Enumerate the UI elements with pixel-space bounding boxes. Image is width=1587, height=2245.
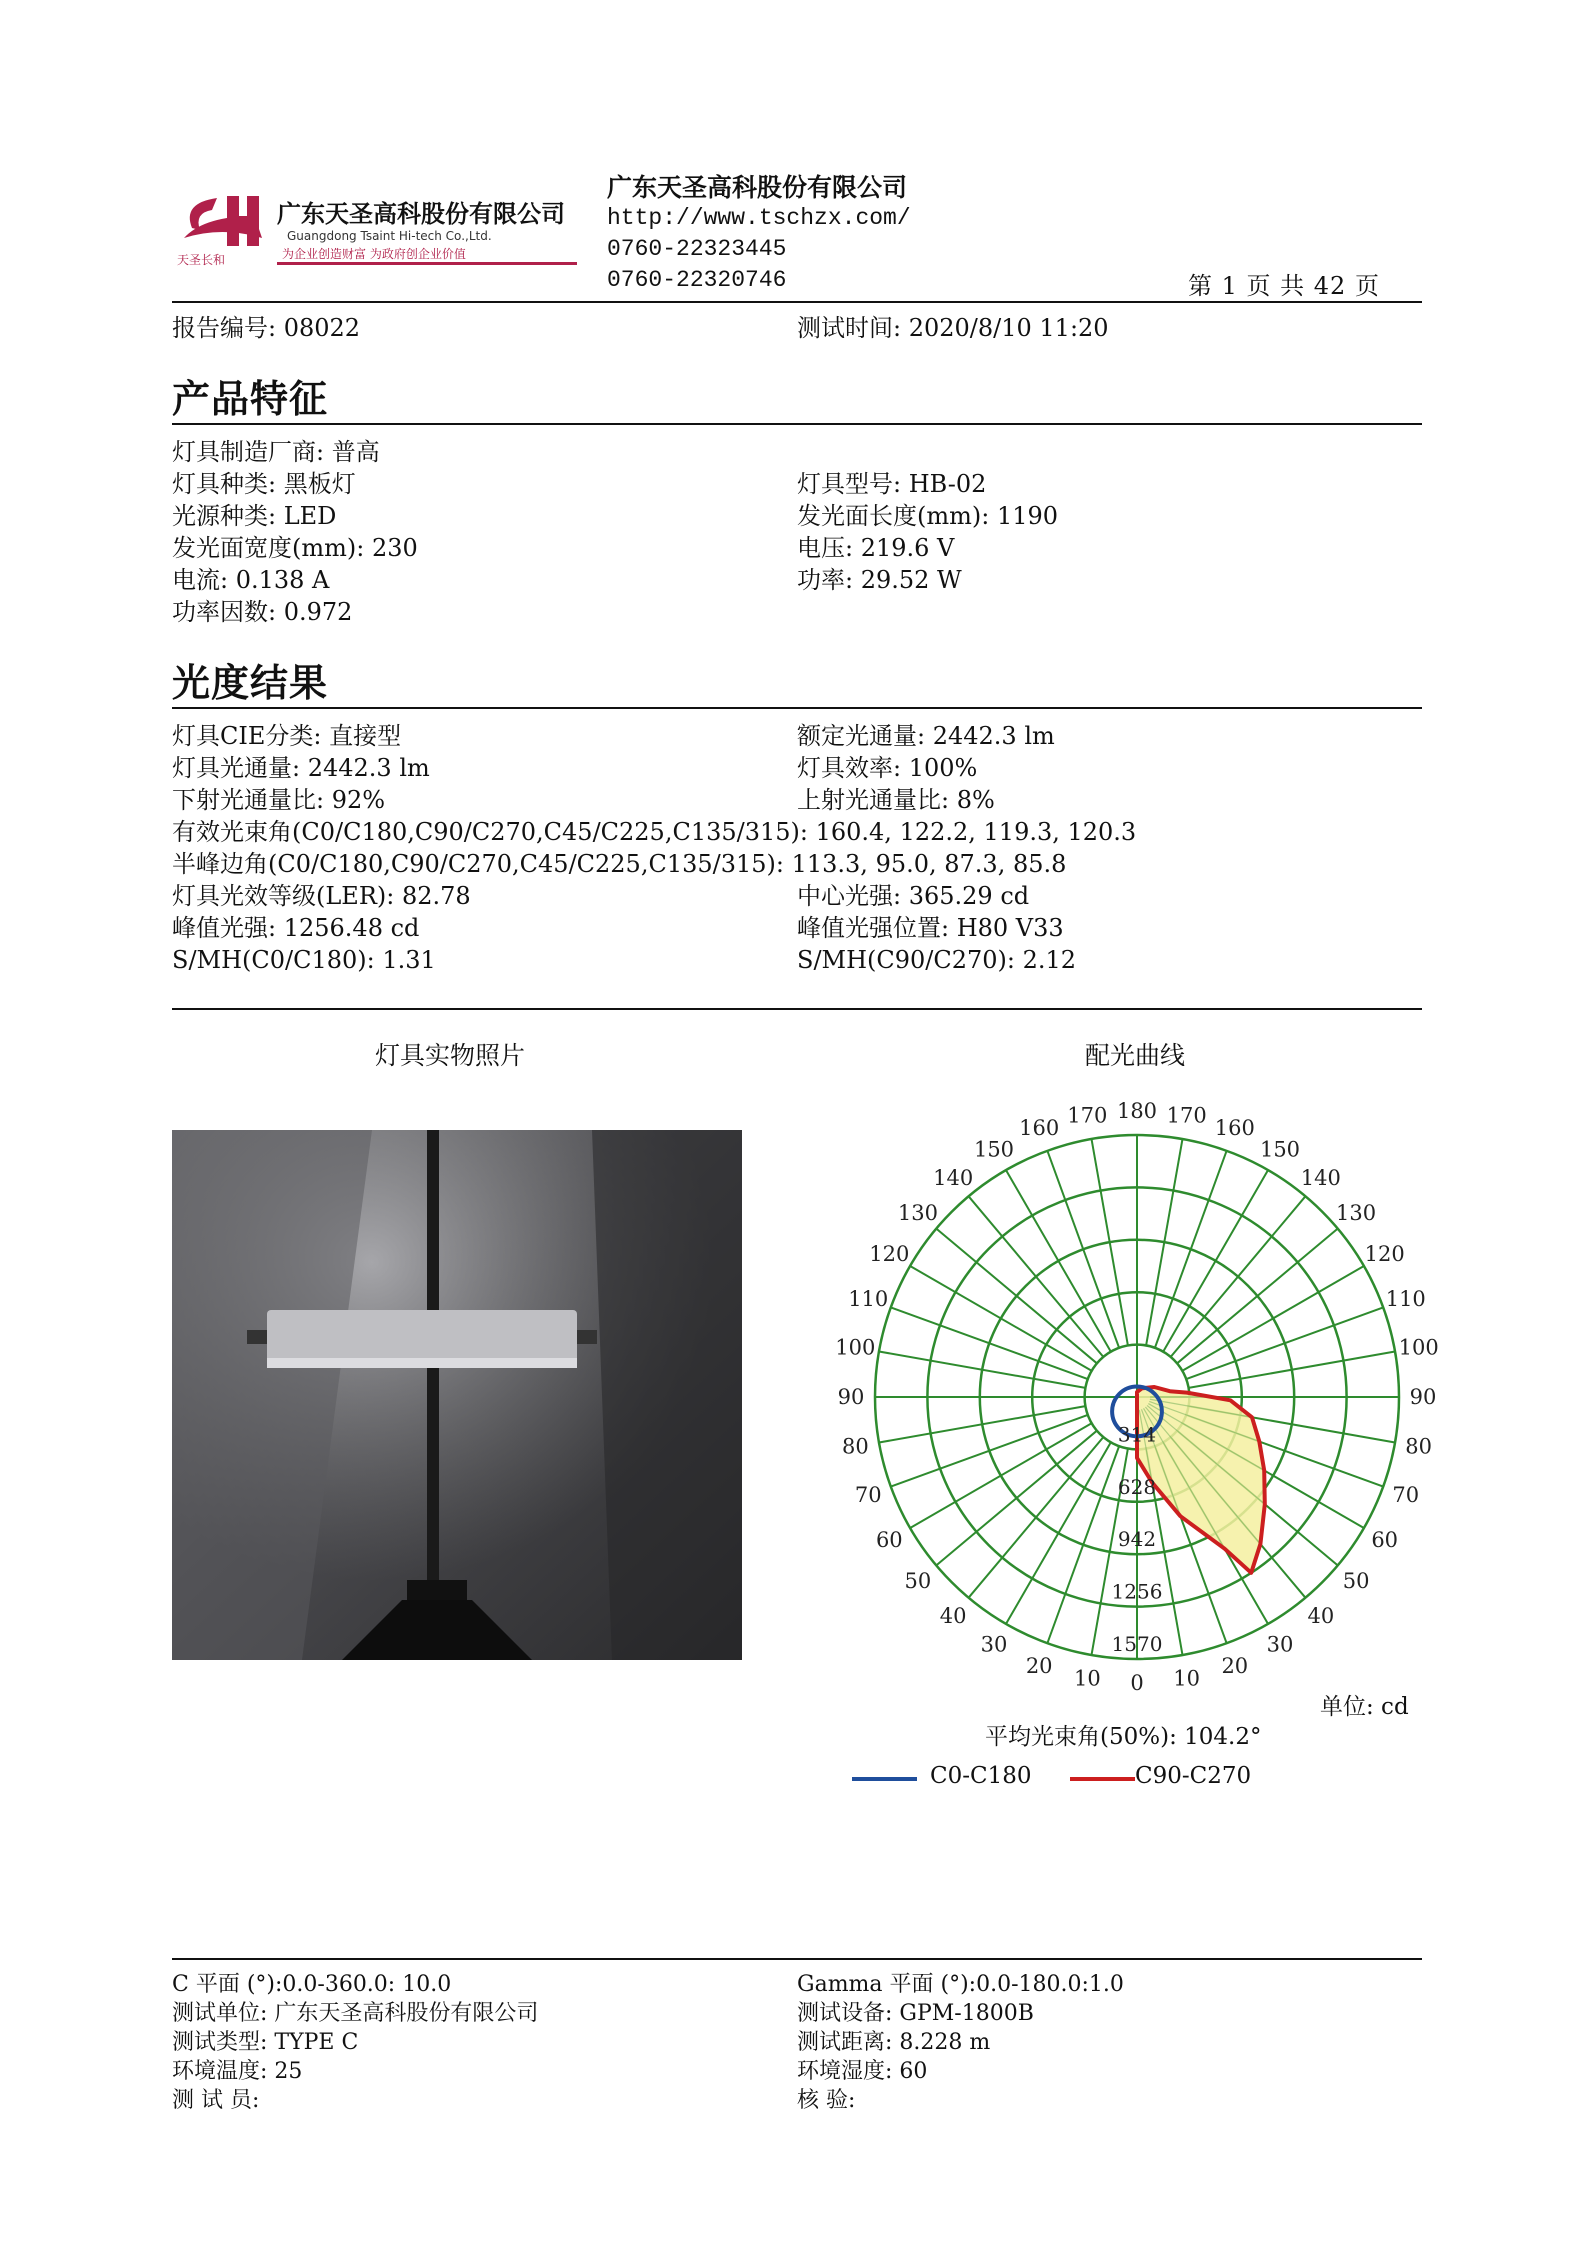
tester: 测 试 员: <box>172 2088 260 2113</box>
lamp-flux: 灯具光通量: 2442.3 lm <box>172 754 430 782</box>
header-phone-1: 0760-22323445 <box>607 236 787 262</box>
logo-seal-text: 天圣长和 <box>177 253 226 267</box>
logo-mark-icon <box>184 196 262 246</box>
smh-c0: S/MH(C0/C180): 1.31 <box>172 946 436 974</box>
test-unit: 测试单位: 广东天圣高科股份有限公司 <box>172 2001 539 2026</box>
angle-tick-label: 170 <box>1067 1103 1108 1128</box>
footer-divider <box>172 1958 1422 1960</box>
angle-tick-label: 110 <box>1385 1287 1426 1312</box>
legend-label-c90: C90-C270 <box>1135 1763 1252 1789</box>
peak-position: 峰值光强位置: H80 V33 <box>797 914 1064 942</box>
current: 电流: 0.138 A <box>172 566 330 594</box>
angle-tick-label: 110 <box>848 1287 889 1312</box>
c-plane: C 平面 (°):0.0-360.0: 10.0 <box>172 1972 452 1997</box>
svg-text:广东天圣高科股份有限公司: 广东天圣高科股份有限公司 <box>277 200 565 228</box>
figures-divider <box>172 1008 1422 1010</box>
angle-tick-label: 180 <box>1116 1099 1158 1123</box>
test-type: 测试类型: TYPE C <box>172 2030 359 2055</box>
radial-tick-label: 314 <box>1117 1422 1157 1447</box>
gamma-plane: Gamma 平面 (°):0.0-180.0:1.0 <box>797 1972 1124 1997</box>
angle-tick-label: 40 <box>939 1604 967 1629</box>
average-beam-angle: 平均光束角(50%): 104.2° <box>985 1724 1262 1750</box>
header-phone-2: 0760-22320746 <box>607 267 787 293</box>
cie-class: 灯具CIE分类: 直接型 <box>172 722 402 750</box>
angle-tick-label: 20 <box>1025 1653 1053 1678</box>
product-divider <box>172 423 1422 425</box>
polar-caption: 配光曲线 <box>1085 1041 1186 1070</box>
svg-text:为企业创造财富 为政府创企业价值: 为企业创造财富 为政府创企业价值 <box>282 247 466 261</box>
angle-tick-label: 170 <box>1166 1103 1207 1128</box>
angle-tick-label: 10 <box>1073 1666 1101 1691</box>
angle-tick-label: 100 <box>1398 1335 1439 1360</box>
angle-tick-label: 20 <box>1221 1653 1249 1678</box>
center-intensity: 中心光强: 365.29 cd <box>797 882 1030 910</box>
power-factor: 功率因数: 0.972 <box>172 598 353 626</box>
legend-label-c0: C0-C180 <box>930 1763 1032 1789</box>
emit-width: 发光面宽度(mm): 230 <box>172 534 418 562</box>
lamp-type: 灯具种类: 黑板灯 <box>172 470 356 498</box>
reviewer: 核 验: <box>797 2088 856 2113</box>
svg-text:Guangdong Tsaint Hi-tech Co.,L: Guangdong Tsaint Hi-tech Co.,Ltd. <box>287 229 492 243</box>
angle-tick-label: 90 <box>837 1385 865 1409</box>
peak-intensity: 峰值光强: 1256.48 cd <box>172 914 420 942</box>
c90-fill-area <box>1137 1387 1265 1573</box>
test-time: 测试时间: 2020/8/10 11:20 <box>797 314 1109 342</box>
angle-tick-label: 140 <box>1300 1165 1341 1190</box>
company-logo <box>172 188 582 268</box>
page-indicator: 第 1 页 共 42 页 <box>1188 272 1380 300</box>
angle-tick-label: 60 <box>875 1528 903 1552</box>
rated-flux: 额定光通量: 2442.3 lm <box>797 722 1055 750</box>
angle-tick-label: 60 <box>1371 1528 1399 1552</box>
header-company-name: 广东天圣高科股份有限公司 <box>607 173 908 202</box>
angle-tick-label: 160 <box>1019 1116 1060 1141</box>
angle-tick-label: 120 <box>1364 1242 1405 1266</box>
report-number: 报告编号: 08022 <box>172 314 361 342</box>
angle-tick-label: 130 <box>897 1201 938 1226</box>
emit-length: 发光面长度(mm): 1190 <box>797 502 1059 530</box>
angle-tick-label: 120 <box>869 1242 910 1266</box>
half-peak-angle: 半峰边角(C0/C180,C90/C270,C45/C225,C135/315): 113.3, 95.0, 87.3, 85.8 <box>172 850 1067 878</box>
up-ratio: 上射光通量比: 8% <box>797 786 995 814</box>
ler: 灯具光效等级(LER): 82.78 <box>172 882 471 910</box>
angle-tick-label: 100 <box>835 1335 876 1360</box>
photometric-divider <box>172 707 1422 709</box>
angle-tick-label: 80 <box>1405 1434 1433 1459</box>
angle-tick-label: 140 <box>933 1165 974 1190</box>
lamp-model: 灯具型号: HB-02 <box>797 470 987 498</box>
unit-label: 单位: cd <box>1320 1694 1409 1720</box>
radial-tick-label: 1256 <box>1111 1579 1163 1604</box>
voltage: 电压: 219.6 V <box>797 534 955 562</box>
angle-tick-label: 50 <box>1342 1568 1370 1593</box>
product-section-title: 产品特征 <box>172 377 329 421</box>
radial-tick-label: 1570 <box>1111 1632 1163 1656</box>
power: 功率: 29.52 W <box>797 566 962 594</box>
angle-tick-label: 70 <box>1392 1482 1420 1507</box>
light-source: 光源种类: LED <box>172 502 337 530</box>
angle-tick-label: 150 <box>973 1137 1015 1162</box>
env-humidity: 环境湿度: 60 <box>797 2059 928 2084</box>
angle-tick-label: 160 <box>1214 1116 1255 1141</box>
beam-angle: 有效光束角(C0/C180,C90/C270,C45/C225,C135/315): 160.4, 122.2, 119.3, 120.3 <box>172 818 1137 846</box>
manufacturer: 灯具制造厂商: 普高 <box>172 438 380 466</box>
angle-tick-label: 50 <box>904 1568 932 1593</box>
env-temperature: 环境温度: 25 <box>172 2059 303 2084</box>
header-divider <box>172 301 1422 303</box>
down-ratio: 下射光通量比: 92% <box>172 786 386 814</box>
legend-swatch-c0 <box>852 1777 917 1781</box>
legend-swatch-c90 <box>1070 1777 1135 1781</box>
angle-tick-label: 0 <box>1130 1671 1144 1695</box>
angle-tick-label: 10 <box>1173 1666 1201 1691</box>
polar-light-distribution-chart <box>820 1095 1460 1695</box>
radial-tick-label: 628 <box>1117 1474 1157 1499</box>
luminaire-photo <box>172 1130 742 1660</box>
photo-caption: 灯具实物照片 <box>375 1041 526 1070</box>
smh-c90: S/MH(C90/C270): 2.12 <box>797 946 1077 974</box>
angle-tick-label: 130 <box>1336 1201 1377 1226</box>
photometric-section-title: 光度结果 <box>172 661 329 705</box>
angle-tick-label: 150 <box>1259 1137 1301 1162</box>
test-distance: 测试距离: 8.228 m <box>797 2030 991 2055</box>
angle-tick-label: 70 <box>854 1482 882 1507</box>
radial-tick-label: 942 <box>1117 1527 1157 1552</box>
test-device: 测试设备: GPM-1800B <box>797 2001 1034 2026</box>
angle-tick-label: 30 <box>980 1632 1008 1657</box>
angle-tick-label: 90 <box>1409 1385 1437 1409</box>
header-website[interactable]: http://www.tschzx.com/ <box>607 205 911 231</box>
angle-tick-label: 40 <box>1307 1604 1335 1629</box>
angle-tick-label: 30 <box>1266 1632 1294 1657</box>
angle-tick-label: 80 <box>841 1434 869 1459</box>
efficiency: 灯具效率: 100% <box>797 754 978 782</box>
